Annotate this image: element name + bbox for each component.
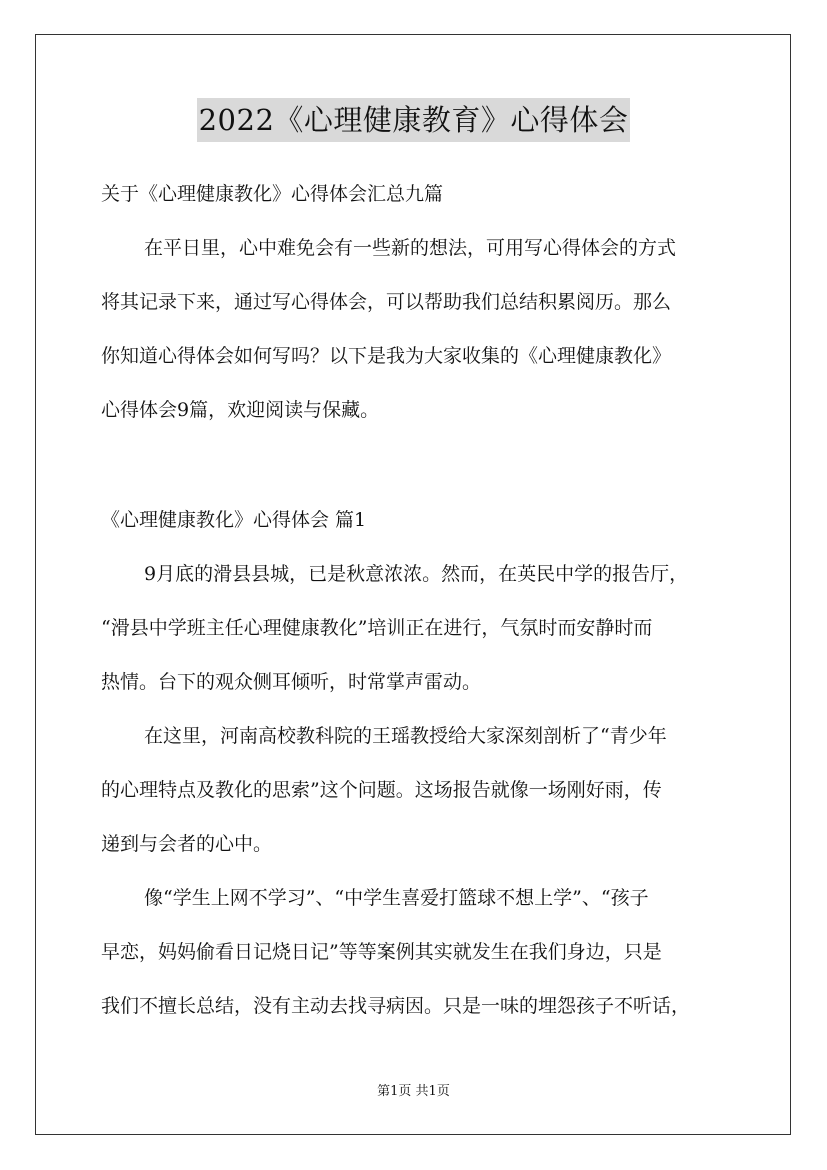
para2-line-2: 的心理特点及教化的思索”这个问题。这场报告就像一场刚好雨，传 bbox=[101, 779, 662, 801]
para1-line-3: 热情。台下的观众侧耳倾听，时常掌声雷动。 bbox=[101, 671, 482, 693]
intro-line-2: 将其记录下来，通过写心得体会，可以帮助我们总结积累阅历。那么 bbox=[101, 291, 672, 313]
page-footer: 第1页 共1页 bbox=[377, 1084, 450, 1099]
para3-line-3: 我们不擅长总结，没有主动去找寻病因。只是一味的埋怨孩子不听话， bbox=[101, 995, 691, 1017]
intro-line-1: 在平日里，心中难免会有一些新的想法，可用写心得体会的方式 bbox=[144, 237, 677, 259]
para2-line-3: 递到与会者的心中。 bbox=[101, 833, 273, 855]
document-subtitle: 关于《心理健康教化》心得体会汇总九篇 bbox=[101, 183, 444, 205]
title-container bbox=[0, 98, 827, 142]
document-title: 2022《心理健康教育》心得体会 bbox=[197, 98, 631, 142]
intro-line-3: 你知道心得体会如何写吗？以下是我为大家收集的《心理健康教化》 bbox=[101, 345, 672, 367]
section-heading: 《心理健康教化》心得体会 篇1 bbox=[101, 509, 367, 531]
para1-line-2: “滑县中学班主任心理健康教化”培训正在进行，气氛时而安静时而 bbox=[101, 617, 653, 639]
para3-line-2: 早恋，妈妈偷看日记烧日记”等等案例其实就发生在我们身边，只是 bbox=[101, 941, 662, 963]
para3-line-1: 像“学生上网不学习”、“中学生喜爱打篮球不想上学”、“孩子 bbox=[144, 887, 649, 909]
para1-line-1: 9月底的滑县县城，已是秋意浓浓。然而，在英民中学的报告厅， bbox=[144, 563, 689, 585]
para2-line-1: 在这里，河南高校教科院的王瑶教授给大家深刻剖析了“青少年 bbox=[144, 725, 667, 747]
intro-line-4: 心得体会9篇，欢迎阅读与保藏。 bbox=[101, 399, 380, 421]
